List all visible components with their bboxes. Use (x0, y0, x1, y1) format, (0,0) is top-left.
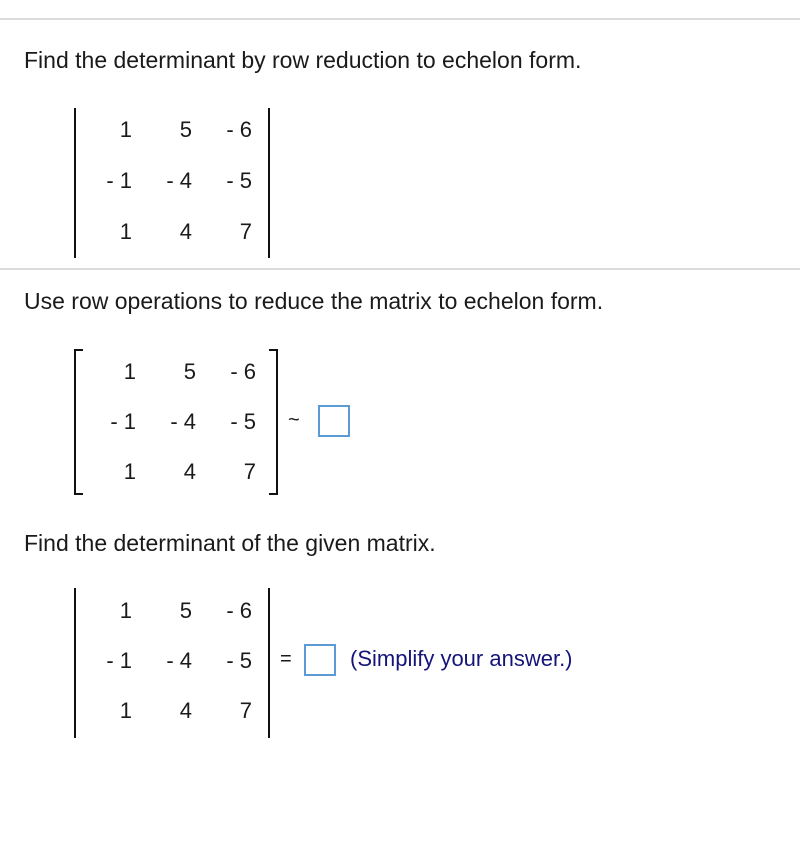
matrix-cell: 5 (179, 117, 192, 142)
determinant-bar-right (268, 108, 270, 258)
matrix-cell: 4 (179, 698, 192, 723)
determinant-bar-left (74, 588, 76, 738)
matrix-cell: - 1 (106, 648, 132, 673)
matrix-cell: 5 (179, 598, 192, 623)
echelon-answer-box[interactable] (318, 405, 350, 437)
matrix-cell: - 6 (230, 359, 256, 384)
matrix-cell: 4 (179, 219, 192, 244)
bracket-right-top (269, 349, 278, 351)
matrix-cell: - 5 (230, 409, 256, 434)
matrix-cell: 7 (239, 698, 252, 723)
matrix-cell: - 1 (106, 168, 132, 193)
determinant-bar-left (74, 108, 76, 258)
matrix-cell: 4 (183, 459, 196, 484)
instruction-determinant-row-reduction: Find the determinant by row reduction to echelon form. (24, 47, 582, 73)
matrix-cell: - 5 (226, 648, 252, 673)
instruction-row-operations: Use row operations to reduce the matrix to echelon form. (24, 288, 604, 314)
determinant-answer-box[interactable] (304, 644, 336, 676)
matrix-cell: - 4 (166, 648, 192, 673)
instruction-find-determinant: Find the determinant of the given matrix. (24, 530, 436, 556)
matrix-cell: 7 (243, 459, 256, 484)
matrix-cell: - 5 (226, 168, 252, 193)
equals-operator: = (280, 648, 292, 670)
bracket-right (276, 349, 278, 495)
matrix-cell: - 4 (170, 409, 196, 434)
top-divider (0, 18, 800, 20)
tilde-operator: ~ (288, 409, 300, 431)
matrix-cell: 1 (119, 117, 132, 142)
matrix-cell: 1 (119, 598, 132, 623)
matrix-cell: - 4 (166, 168, 192, 193)
bracket-left (74, 349, 76, 495)
determinant-bar-right (268, 588, 270, 738)
matrix-cell: - 6 (226, 598, 252, 623)
matrix-cell: 1 (123, 359, 136, 384)
simplify-hint: (Simplify your answer.) (350, 646, 573, 671)
bracket-left-bottom (74, 493, 83, 495)
matrix-cell: 1 (119, 219, 132, 244)
matrix-cell: 1 (123, 459, 136, 484)
bracket-right-bottom (269, 493, 278, 495)
matrix-cell: - 6 (226, 117, 252, 142)
matrix-cell: 1 (119, 698, 132, 723)
bracket-left-top (74, 349, 83, 351)
matrix-cell: 5 (183, 359, 196, 384)
matrix-cell: - 1 (110, 409, 136, 434)
section-divider (0, 268, 800, 270)
matrix-cell: 7 (239, 219, 252, 244)
